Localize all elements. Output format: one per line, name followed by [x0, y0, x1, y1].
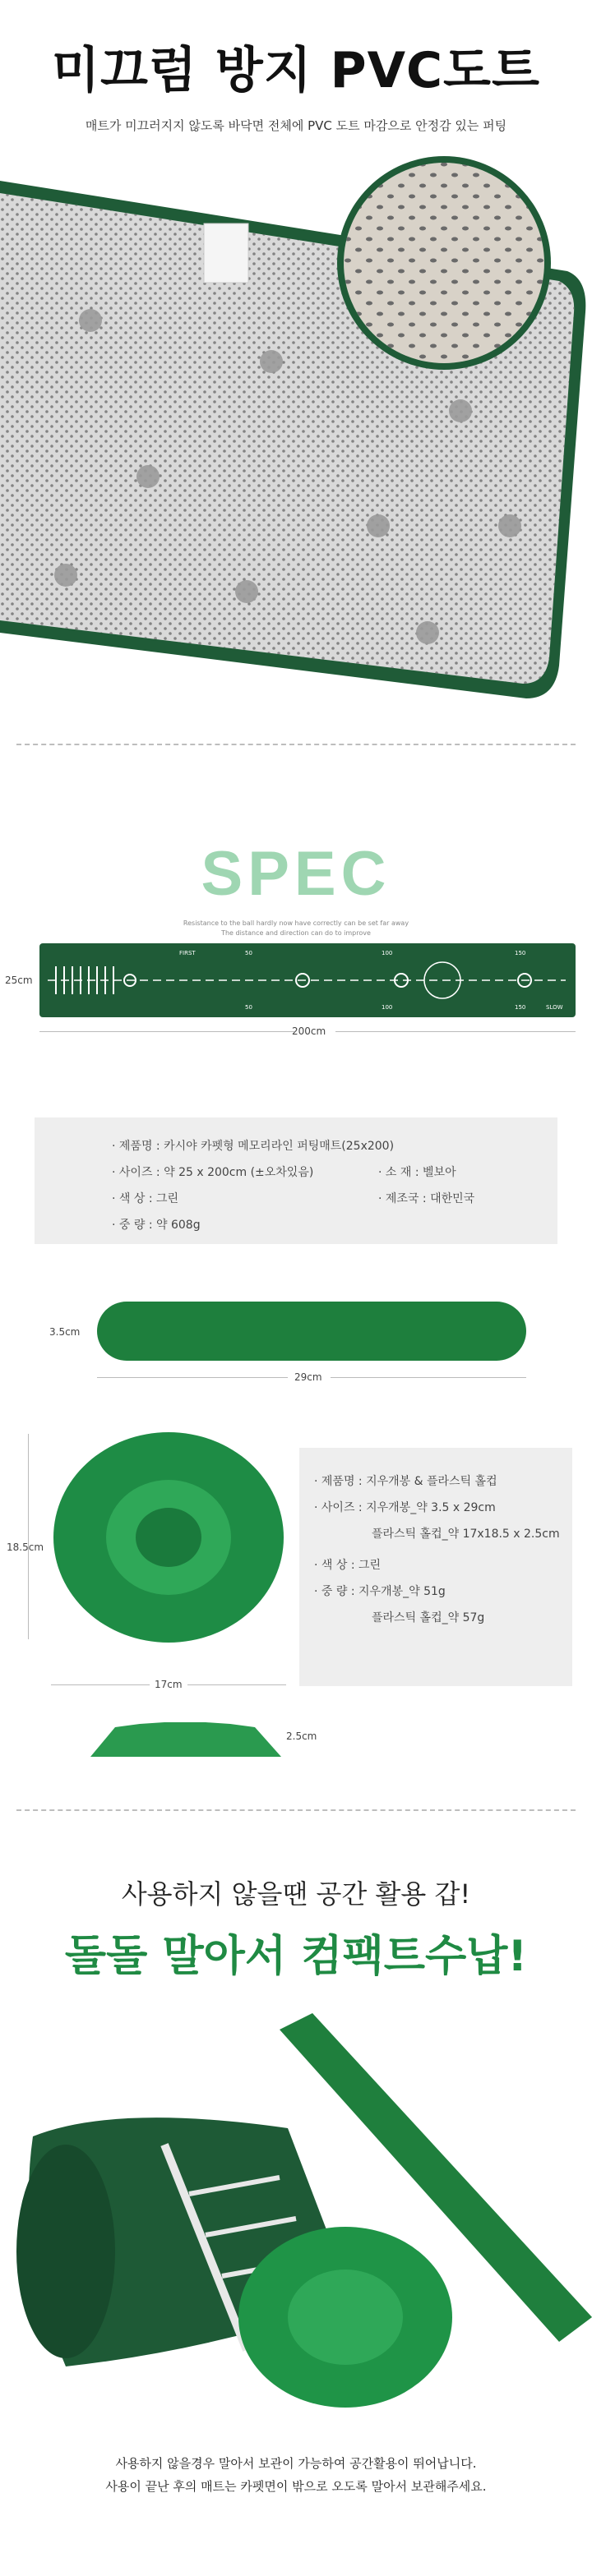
page-title: 미끄럼 방지 PVC도트: [52, 42, 540, 99]
dimension-line: [97, 1377, 288, 1378]
dimension-line: [335, 1031, 576, 1032]
cup-spec-weight-1: 지우개봉_약 51g: [358, 1585, 446, 1598]
dimension-line: [51, 1684, 150, 1685]
hole-cup-side-image: [90, 1719, 281, 1760]
mat-mark-bottom-150: 150: [515, 1004, 526, 1011]
mat-spec-name: · 제품명 : 카시야 카펫형 메모리라인 퍼팅매트(25x200): [112, 1140, 395, 1153]
cup-spec-size-1: 지우개봉_약 3.5 x 29cm: [366, 1501, 496, 1514]
spec-heading: SPEC: [201, 839, 391, 909]
cup-spec-weight: [314, 1583, 446, 1599]
mat-width-label: 200cm: [292, 1025, 326, 1037]
roll-height-label: 3.5cm: [49, 1326, 81, 1338]
page-subtitle: 매트가 미끄러지지 않도록 바닥면 전체에 PVC 도트 마감으로 안정감 있는 퍼팅: [85, 118, 507, 133]
hole-cup-image: [51, 1430, 286, 1645]
dimension-line: [331, 1377, 526, 1378]
mat-mark-first: FIRST: [179, 950, 196, 956]
rolled-mat-photo: [0, 2005, 592, 2432]
storage-line-2: 돌돌 말아서 컴팩트수납!: [64, 1932, 528, 1981]
storage-desc-2: 사용이 끝난 후의 매트는 카펫면이 밖으로 오도록 말아서 보관해주세요.: [105, 2479, 487, 2494]
cup-depth-label: 2.5cm: [286, 1730, 317, 1742]
dimension-line: [39, 1031, 294, 1032]
dimension-line: [187, 1684, 286, 1685]
spec-note-1: Resistance to the ball hardly now have correctly can be set far away: [183, 919, 409, 927]
cup-height-label: 18.5cm: [7, 1541, 44, 1553]
mat-underside-photo: [0, 148, 592, 715]
spec-note-2: The distance and direction can do to improve: [221, 929, 371, 937]
mat-spec-size: · 사이즈 : 약 25 x 200cm (±오차있음): [112, 1166, 314, 1179]
mat-spec-material: · 소 재 : 벨보아: [378, 1166, 456, 1179]
cup-spec-size-label: · 사이즈 :: [314, 1501, 367, 1514]
mat-spec-origin: · 제조국 : 대한민국: [378, 1192, 475, 1205]
mat-mark-100: 100: [382, 950, 393, 956]
section-divider: [16, 744, 576, 745]
mat-mark-50: 50: [245, 950, 252, 956]
dimension-line: [28, 1434, 29, 1639]
mat-height-label: 25cm: [5, 975, 33, 986]
mat-spec-color: · 색 상 : 그린: [112, 1192, 179, 1205]
roll-width-label: 29cm: [294, 1371, 322, 1383]
mat-spec-weight: · 중 량 : 약 608g: [112, 1219, 201, 1232]
putting-mat-diagram: [39, 943, 576, 1017]
mat-mark-bottom-50: 50: [245, 1004, 252, 1011]
eraser-roll-image: [97, 1302, 526, 1361]
cup-spec-size-2: 플라스틱 홀컵_약 17x18.5 x 2.5cm: [372, 1528, 560, 1541]
section-divider: [16, 1809, 576, 1811]
mat-mark-slow: SLOW: [546, 1004, 563, 1011]
cup-spec-weight-label: · 중 량 :: [314, 1585, 359, 1598]
storage-line-1: 사용하지 않을땐 공간 활용 갑!: [121, 1878, 471, 1910]
cup-spec-color: · 색 상 : 그린: [314, 1559, 382, 1572]
cup-spec-box: [299, 1448, 572, 1686]
mat-mark-150: 150: [515, 950, 526, 956]
storage-desc-1: 사용하지 않을경우 말아서 보관이 가능하여 공간활용이 뛰어납니다.: [115, 2456, 477, 2471]
cup-spec-weight-2: 플라스틱 홀컵_약 57g: [372, 1611, 485, 1624]
cup-spec-size: [314, 1499, 496, 1515]
cup-width-label: 17cm: [155, 1679, 183, 1690]
cup-spec-name: · 제품명 : 지우개봉 & 플라스틱 홀컵: [314, 1475, 497, 1488]
mat-spec-box: [35, 1117, 557, 1244]
mat-mark-bottom-100: 100: [382, 1004, 393, 1011]
